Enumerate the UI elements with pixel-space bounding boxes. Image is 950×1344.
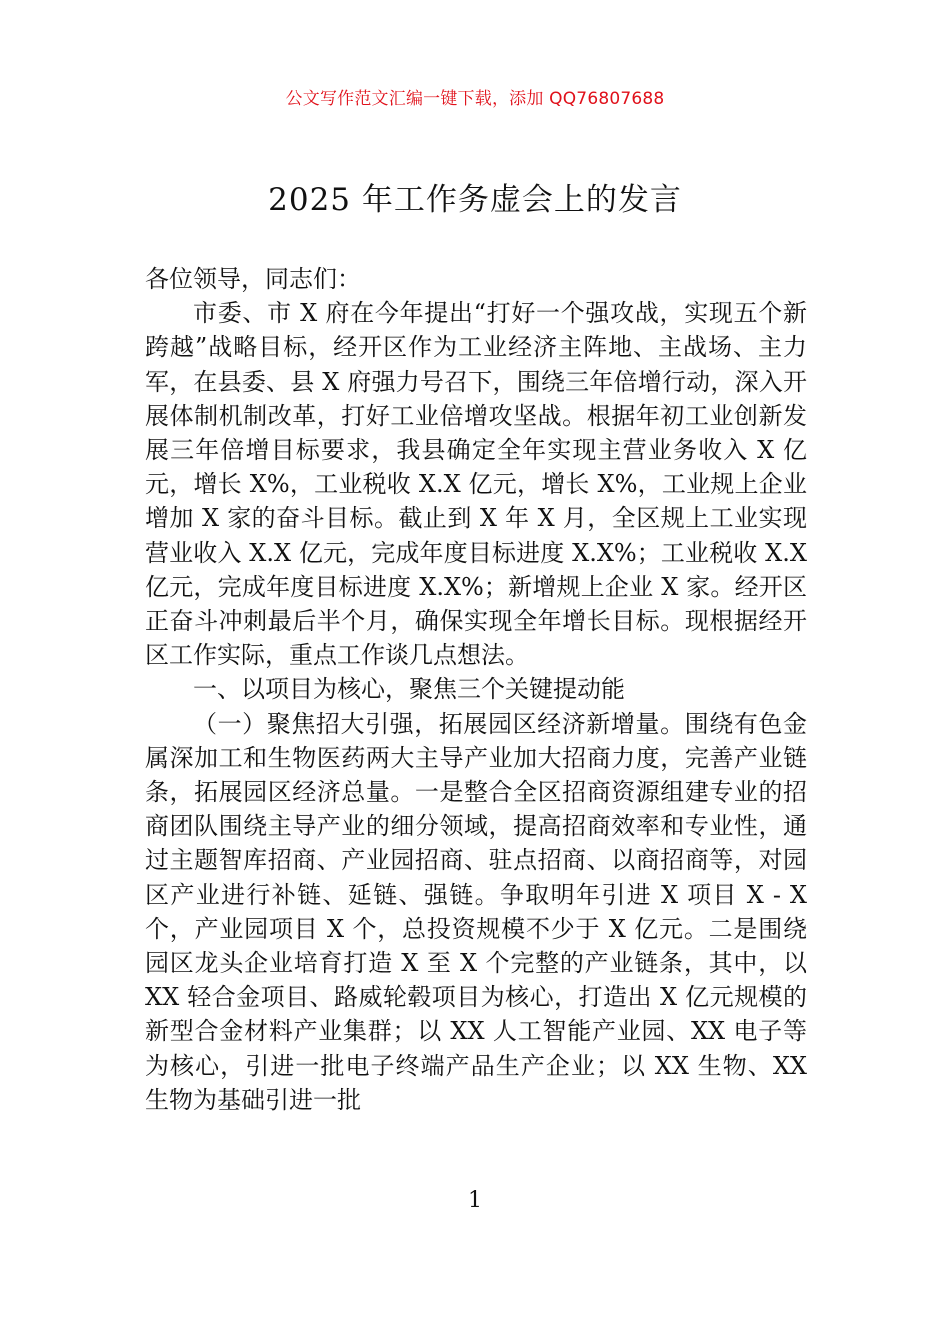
document-body [145,262,807,1117]
page-number: 1 [468,1188,482,1213]
document-title: 2025 年工作务虚会上的发言 [268,182,682,218]
section-heading: 一、以项目为核心，聚焦三个关键提动能 [193,675,625,704]
watermark-banner: 公文写作范文汇编一键下载，添加 QQ76807688 [285,89,665,109]
intro-paragraph: 市委、市 X 府在今年提出“打好一个强攻战，实现五个新跨越”战略目标，经开区作为工业经济主阵地、主战场、主力军，在县委、县 X 府强力号召下，围绕三年倍增行动，深入开展体制机制改革，打好工业倍增攻坚战。根据年初工业创新发展三年倍增目标要求，我县确定全年实现主营业务收入 X 亿元，增长 X%，工业税收 X.X 亿元，增长 X%，工业规上企业增加 X 家的奋斗目标。截止到 X 年 X 月，全区规上工业实现营业收入 X.X 亿元，完成年度目标进度 X.X%；工业税收 X.X 亿元，完成年度目标进度 X.X%；新增规上企业 X 家。经开区正奋斗冲刺最后半个月，确保实现全年增长目标。现根据经开区工作实际，重点工作谈几点想法。 [145,299,807,670]
subsection-paragraph: （一）聚焦招大引强，拓展园区经济新增量。围绕有色金属深加工和生物医药两大主导产业加大招商力度，完善产业链条，拓展园区经济总量。一是整合全区招商资源组建专业的招商团队围绕主导产业的细分领域，提高招商效率和专业性，通过主题智库招商、产业园招商、驻点招商、以商招商等，对园区产业进行补链、延链、强链。争取明年引进 X 项目 X - X 个，产业园项目 X 个，总投资规模不少于 X 亿元。二是围绕园区龙头企业培育打造 X 至 X 个完整的产业链条，其中，以 XX 轻合金项目、路威轮毂项目为核心，打造出 X 亿元规模的新型合金材料产业集群；以 XX 人工智能产业园、XX 电子等为核心，引进一批电子终端产品生产企业；以 XX 生物、XX 生物为基础引进一批 [145,709,807,1114]
salutation: 各位领导，同志们： [145,265,361,293]
